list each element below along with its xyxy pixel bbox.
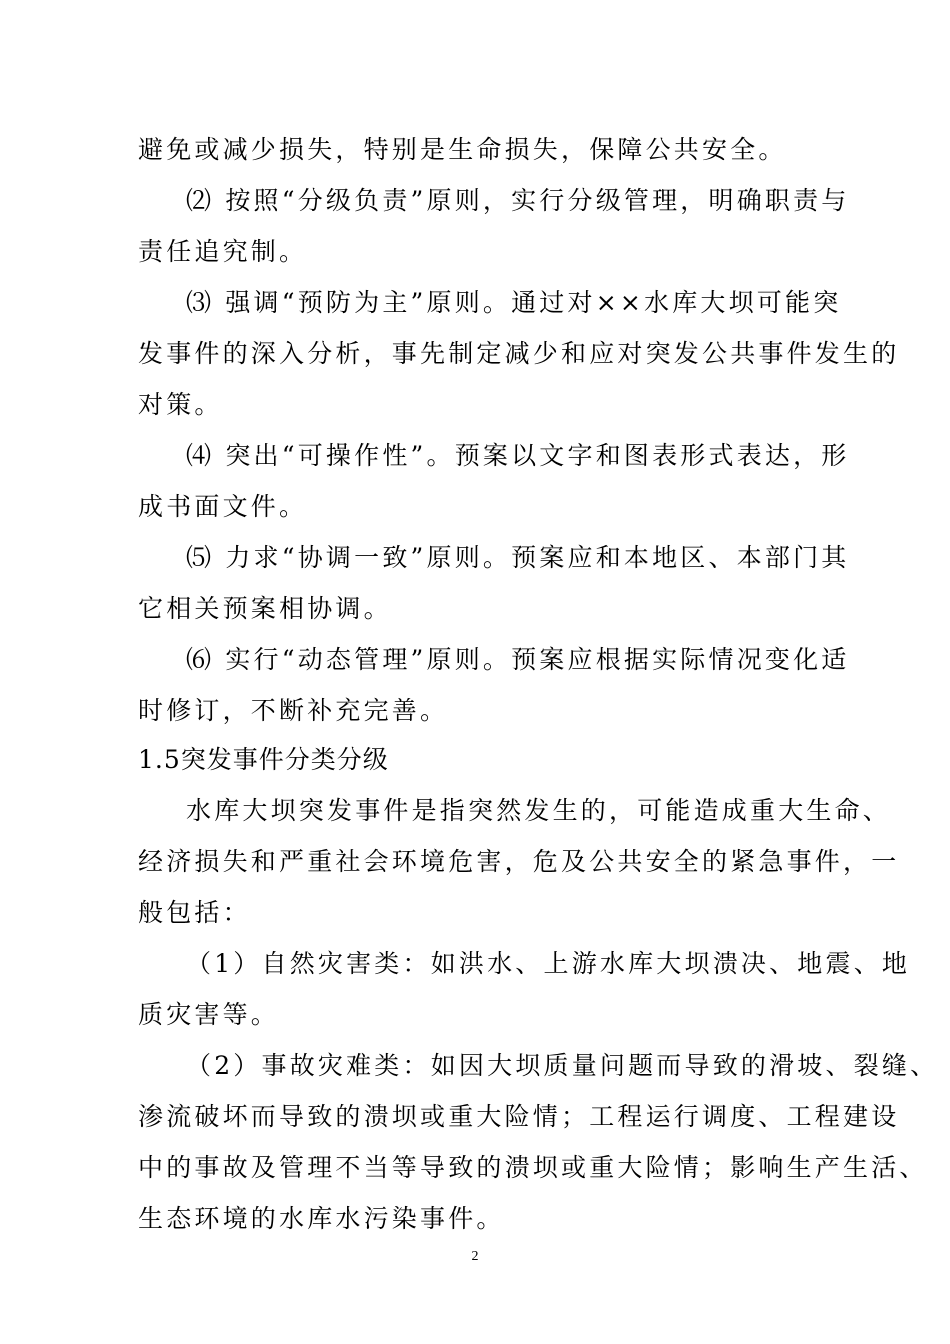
- paragraph-line: 水库大坝突发事件是指突然发生的，可能造成重大生命、: [186, 796, 892, 825]
- paragraph-line: 经济损失和严重社会环境危害，危及公共安全的紧急事件，一: [138, 847, 900, 876]
- paragraph-line: 发事件的深入分析，事先制定减少和应对突发公共事件发生的: [138, 339, 900, 368]
- paragraph-line: 避免或减少损失，特别是生命损失，保障公共安全。: [138, 135, 787, 164]
- paragraph-line: 成书面文件。: [138, 492, 308, 521]
- paragraph-line: （2）事故灾难类：如因大坝质量问题而导致的滑坡、裂缝、: [186, 1051, 939, 1080]
- paragraph-line: 渗流破坏而导致的溃坝或重大险情；工程运行调度、工程建设: [138, 1102, 900, 1131]
- paragraph-line: 时修订，不断补充完善。: [138, 696, 449, 725]
- paragraph-line: 中的事故及管理不当等导致的溃坝或重大险情；影响生产生活、: [138, 1153, 928, 1182]
- paragraph-line: 般包括：: [138, 898, 251, 927]
- paragraph-line: ⑸ 力求“协调一致”原则。预案应和本地区、本部门其: [186, 543, 850, 572]
- paragraph-line: （1）自然灾害类：如洪水、上游水库大坝溃决、地震、地: [186, 949, 911, 978]
- paragraph-line: 责任追究制。: [138, 237, 308, 266]
- paragraph-line: 对策。: [138, 390, 223, 419]
- paragraph-line: 它相关预案相协调。: [138, 594, 392, 623]
- page-number: 2: [471, 1249, 479, 1264]
- paragraph-line: ⑶ 强调“预防为主”原则。通过对××水库大坝可能突: [186, 288, 842, 317]
- paragraph-line: 质灾害等。: [138, 1000, 280, 1029]
- paragraph-line: ⑷ 突出“可操作性”。预案以文字和图表形式表达，形: [186, 441, 850, 470]
- paragraph-line: 生态环境的水库水污染事件。: [138, 1204, 505, 1233]
- paragraph-line: ⑵ 按照“分级负责”原则，实行分级管理，明确职责与: [186, 186, 850, 215]
- section-heading: 1.5突发事件分类分级: [138, 745, 389, 774]
- paragraph-line: ⑹ 实行“动态管理”原则。预案应根据实际情况变化适: [186, 645, 850, 674]
